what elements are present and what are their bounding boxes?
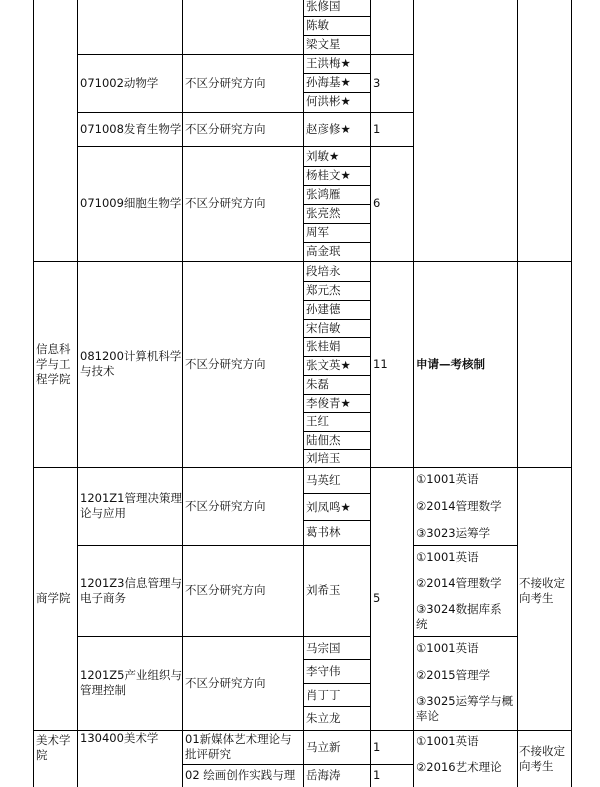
count-cell: 3 [373, 75, 381, 90]
exam-subject-cell: ③3023运筹学 [416, 526, 491, 540]
supervisor-cell: 王洪梅★ [306, 56, 351, 70]
supervisor-cell: 段培永 [306, 264, 341, 278]
exam-subject-cell: ②2014管理数学 [416, 499, 502, 513]
supervisor-cell: 刘培玉 [306, 450, 341, 465]
direction-cell: 不区分研究方向 [185, 75, 266, 90]
supervisor-cell: 张鸿雁 [306, 187, 341, 201]
supervisor-cell: 朱立龙 [306, 710, 341, 725]
major-cell: 071009细胞生物学 [80, 196, 182, 210]
direction-cell: 不区分研究方向 [185, 196, 266, 210]
count-cell: 6 [373, 196, 381, 210]
supervisor-cell: 宋信敏 [306, 320, 341, 335]
count-cell: 1 [373, 767, 381, 782]
major-cell: 081200计算机科学与技术 [80, 349, 182, 378]
exam-subject-cell: ②2014管理数学 [416, 575, 502, 590]
direction-cell: 不区分研究方向 [185, 583, 266, 597]
major-cell: 1201Z3信息管理与电子商务 [80, 575, 182, 605]
supervisor-cell: 李守伟 [306, 664, 341, 678]
count-cell: 1 [373, 739, 381, 754]
supervisor-cell: 马立新 [306, 739, 341, 754]
exam-subject-cell: ②2016艺术理论 [416, 759, 502, 774]
college-cell: 商学院 [36, 591, 71, 605]
exam-subject-cell: ②2015管理学 [416, 667, 491, 682]
supervisor-cell: 朱磊 [306, 377, 329, 391]
supervisor-cell: 张修国 [306, 0, 341, 13]
major-cell: 1201Z5产业组织与管理控制 [80, 668, 182, 697]
supervisor-cell: 郑元杰 [306, 283, 341, 297]
supervisor-cell: 刘凤鸣★ [306, 499, 351, 514]
exam-subject-cell: ①1001英语 [416, 549, 479, 564]
directed-student-cell: 不接收定向考生 [519, 575, 565, 605]
supervisor-cell: 周军 [306, 225, 329, 239]
supervisor-cell: 何洪彬★ [306, 94, 351, 108]
direction-cell: 不区分研究方向 [185, 356, 266, 371]
direction-cell: 不区分研究方向 [185, 675, 266, 690]
exam-subject-cell: ③3025运筹学与概率论 [416, 694, 514, 723]
direction-cell: 不区分研究方向 [185, 121, 266, 136]
direction-cell: 02 绘画创作实践与理 [185, 767, 296, 782]
major-cell: 071002动物学 [80, 75, 159, 90]
major-cell: 071008发育生物学 [80, 121, 182, 136]
table-border [571, 0, 572, 787]
count-cell: 11 [373, 356, 388, 371]
count-cell: 5 [373, 591, 381, 605]
supervisor-cell: 马英红 [306, 472, 341, 487]
supervisor-cell: 肖丁丁 [306, 687, 341, 702]
exam-subject-cell: ③3024数据库系统 [416, 602, 502, 631]
supervisor-cell: 孙海基★ [306, 75, 351, 89]
supervisor-cell: 孙建德 [306, 302, 341, 316]
supervisor-cell: 张文英★ [306, 358, 351, 372]
direction-cell: 01新媒体艺术理论与批评研究 [185, 732, 292, 761]
count-cell: 1 [373, 121, 381, 136]
college-cell: 信息科学与工程学院 [36, 341, 71, 386]
supervisor-cell: 岳海涛 [306, 767, 341, 782]
supervisor-cell: 杨桂文★ [306, 168, 351, 182]
exam-subject-cell: ①1001英语 [416, 733, 479, 748]
supervisor-cell: 马宗国 [306, 640, 341, 655]
college-cell: 美术学院 [36, 733, 71, 762]
supervisor-cell: 陆佃杰 [306, 432, 341, 447]
supervisor-cell: 高金珉 [306, 244, 341, 258]
exam-subject-cell: ①1001英语 [416, 640, 479, 655]
supervisor-cell: 陈敏 [306, 18, 329, 32]
exam-subject-cell: ①1001英语 [416, 472, 479, 486]
supervisor-cell: 刘希玉 [306, 583, 341, 597]
supervisor-cell: 张桂娟 [306, 339, 341, 353]
supervisor-cell: 张亮然 [306, 206, 341, 220]
supervisor-cell: 李俊青★ [306, 395, 351, 410]
supervisor-cell: 梁文星 [306, 37, 341, 51]
supervisor-cell: 王红 [306, 414, 329, 428]
major-cell: 1201Z1管理决策理论与应用 [80, 491, 182, 520]
direction-cell: 不区分研究方向 [185, 498, 266, 513]
directed-student-cell: 不接收定向考生 [519, 744, 565, 773]
major-cell: 130400美术学 [80, 731, 159, 745]
supervisor-cell: 刘敏★ [306, 149, 340, 163]
supervisor-cell: 赵彦修★ [306, 121, 351, 136]
admission-method-cell: 申请—考核制 [416, 356, 485, 371]
supervisor-cell: 葛书林 [306, 525, 341, 539]
